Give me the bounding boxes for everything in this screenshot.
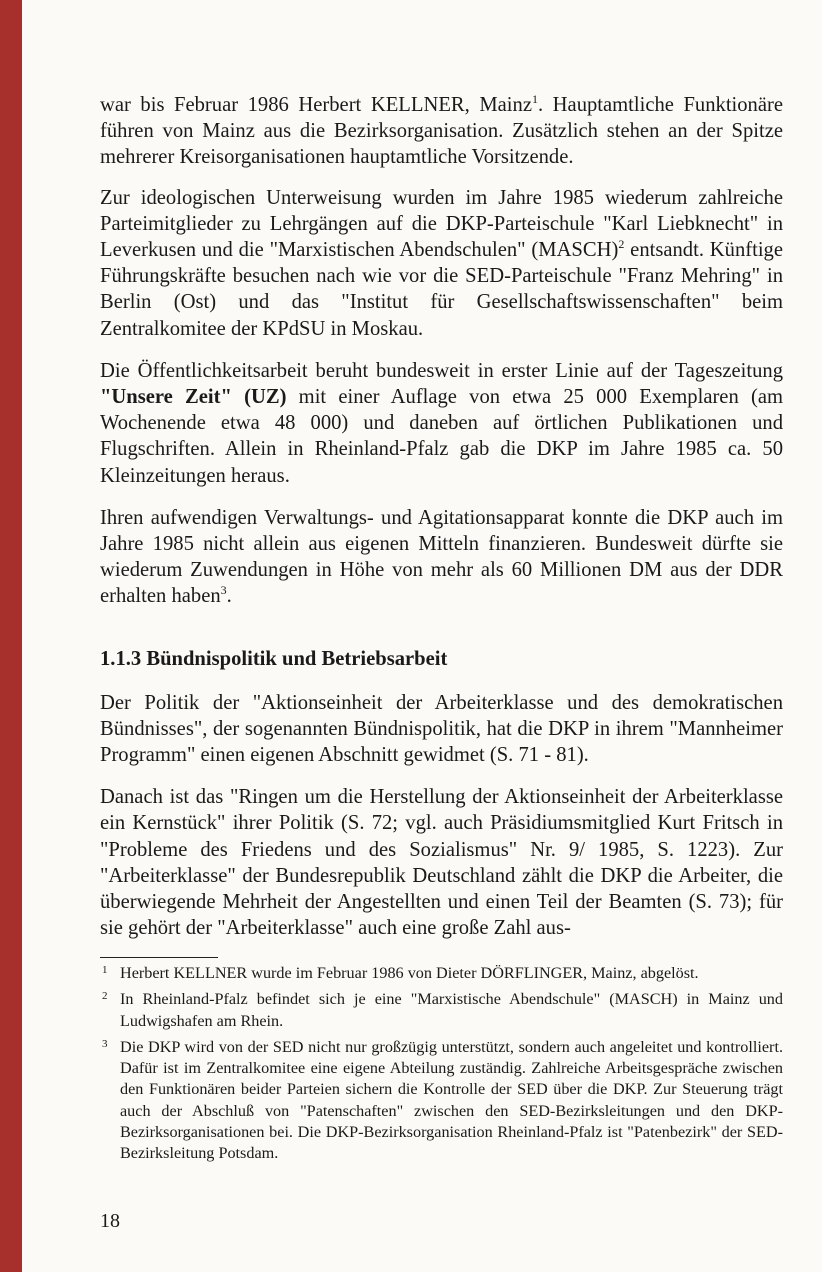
footnotes [100, 963, 783, 1170]
footnote-ref-3: 3 [220, 583, 227, 598]
book-spine [0, 0, 22, 1272]
newspaper-title: "Unsere Zeit" (UZ) [100, 386, 287, 409]
section-heading: 1.1.3 Bündnispolitik und Betriebsarbeit [100, 647, 448, 670]
footnote-3: 3 Die DKP wird von der SED nicht nur großzügig unterstützt, sondern auch angeleitet und kontrolliert. Dafür ist im Zentralkomitee eine eigene Abteilung zuständig. Zahlreiche Arbeitsgespräche zwischen den Funktionären beider Parteien sichern die Kontrolle der SED über die DKP. Zur Steuerung trägt auch der Abschluß von "Patenschaften" zwischen den SED-Bezirksleitungen und den DKP-Bezirksorganisationen bei. Die DKP-Bezirksorganisation Rheinland-Pfalz ist "Patenbezirk" der SED-Bezirksleitung Potsdam. [102, 1037, 783, 1163]
footnote-1: 1 Herbert KELLNER wurde im Februar 1986 von Dieter DÖRFLINGER, Mainz, abgelöst. [102, 964, 699, 982]
paragraph-3: Die Öffentlichkeitsarbeit beruht bundesweit in erster Linie auf der Tageszeitung "Unsere Zeit" (UZ) mit einer Auflage von etwa 25 000 Exemplaren (am Wochenende etwa 48 000) und daneben auf örtlichen Publikationen und Flugschriften. Allein in Rheinland-Pfalz gab die DKP im Jahre 1985 ca. 50 Kleinzeitungen heraus. [100, 359, 783, 487]
paragraph-2: Zur ideologischen Unterweisung wurden im Jahre 1985 wiederum zahlreiche Parteimitglieder zu Lehrgängen auf die DKP-Parteischule "Karl Liebknecht" in Leverkusen und die "Marxistischen Abendschulen" (MASCH)$^2$ entsandt. Künftige Führungskräfte besuchen nach wie vor die SED-Parteischule "Franz Mehring" in Berlin (Ost) und das "Institut für Gesellschaftswissenschaften" beim Zentralkomitee der KPdSU in Moskau. [100, 186, 783, 340]
page-body [100, 92, 783, 957]
page-number: 18 [100, 1210, 120, 1232]
footnote-divider [100, 957, 218, 958]
paragraph-6: Danach ist das "Ringen um die Herstellung der Aktionseinheit der Arbeiterklasse ein Kernstück" ihrer Politik (S. 72; vgl. auch Präsidiumsmitglied Kurt Fritsch in "Probleme des Friedens und des Sozialismus" Nr. 9/ 1985, S. 1223). Zur "Arbeiterklasse" der Bundesrepublik Deutschland zählt die DKP die Arbeiter, die überwiegende Mehrheit der Angestellten und einen Teil der Beamten (S. 73); für sie gehört der "Arbeiterklasse" auch eine große Zahl aus- [100, 786, 783, 940]
paragraph-4: Ihren aufwendigen Verwaltungs- und Agitationsapparat konnte die DKP auch im Jahre 1985 nicht allein aus eigenen Mitteln finanzieren. Bundesweit dürfte sie wiederum Zuwendungen in Höhe von mehr als 60 Millionen DM aus der DDR erhalten haben$^3$. [100, 506, 783, 608]
footnote-ref-2: 2 [618, 237, 625, 252]
paragraph-1: war bis Februar 1986 Herbert KELLNER, Mainz$^1$. Hauptamtliche Funktionäre führen von Mainz aus die Bezirksorganisation. Zusätzlich stehen an der Spitze mehrerer Kreisorganisationen hauptamtliche Vorsitzende. [100, 92, 783, 169]
footnote-2: 2 In Rheinland-Pfalz befindet sich je eine "Marxistische Abendschule" (MASCH) in Mainz und Ludwigshafen am Rhein. [102, 990, 783, 1030]
body-text [100, 92, 783, 941]
paragraph-5: Der Politik der "Aktionseinheit der Arbeiterklasse und des demokratischen Bündnisses", der sogenannten Bündnispolitik, hat die DKP in ihrem "Mannheimer Programm" einen eigenen Abschnitt gewidmet (S. 71 - 81). [100, 691, 783, 767]
footnote-ref-1: 1 [531, 92, 538, 106]
